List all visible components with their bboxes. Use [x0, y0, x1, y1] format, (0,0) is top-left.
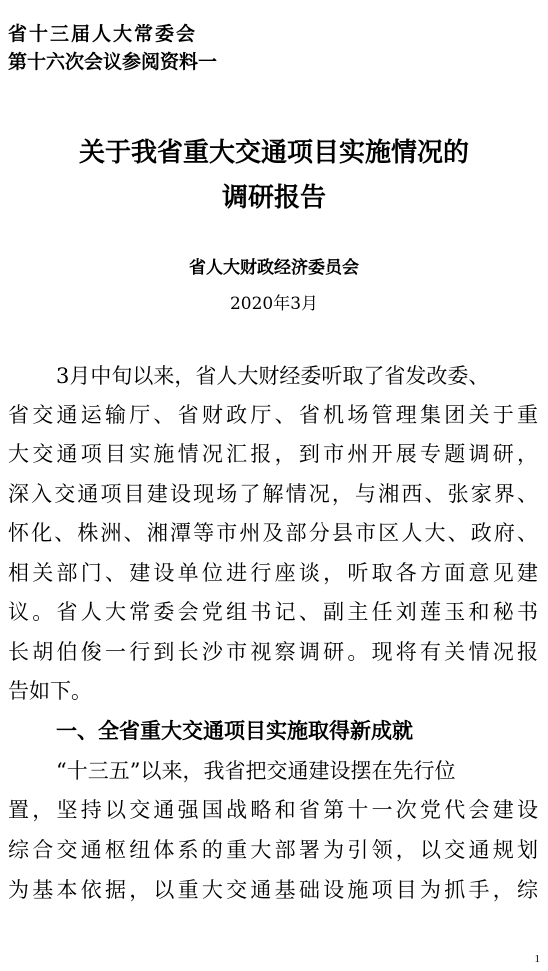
paragraph-2-line: “十三五”以来，我省把交通建设摆在先行位 [56, 759, 456, 783]
paragraph-2-line: 综合交通枢纽体系的重大部署为引领，以交通规划 [8, 838, 538, 862]
paragraph-1-line: 大交通项目实施情况汇报，到市州开展专题调研， [8, 442, 538, 466]
report-title-line-2: 调研报告 [221, 183, 326, 213]
section-heading-1: 一、全省重大交通项目实施取得新成就 [56, 719, 413, 743]
author-organization: 省人大财政经济委员会 [189, 258, 359, 278]
document-header-session: 省十三届人大常委会 [8, 23, 198, 45]
paragraph-1-line: 深入交通项目建设现场了解情况，与湘西、张家界、 [8, 482, 538, 506]
paragraph-1-line: 告如下。 [8, 679, 92, 703]
paragraph-1-line: 长胡伯俊一行到长沙市视察调研。现将有关情况报 [8, 640, 538, 664]
report-title-line-1: 关于我省重大交通项目实施情况的 [78, 138, 469, 168]
paragraph-1-line: 3月中旬以来，省人大财经委听取了省发改委、 [56, 364, 490, 388]
document-header-reference: 第十六次会议参阅资料一 [8, 51, 218, 73]
page-number: 1 [534, 953, 540, 965]
paragraph-1-line: 相关部门、建设单位进行座谈，听取各方面意见建 [8, 561, 538, 585]
paragraph-1-line: 议。省人大常委会党组书记、副主任刘莲玉和秘书 [8, 600, 538, 624]
paragraph-1-line: 省交通运输厅、省财政厅、省机场管理集团关于重 [8, 403, 538, 427]
paragraph-1-line: 怀化、株洲、湘潭等市州及部分县市区人大、政府、 [8, 521, 538, 545]
report-date: 2020年3月 [229, 294, 319, 314]
paragraph-2-line: 为基本依据，以重大交通基础设施项目为抓手，综 [8, 878, 538, 902]
paragraph-2-line: 置，坚持以交通强国战略和省第十一次党代会建设 [8, 798, 538, 822]
